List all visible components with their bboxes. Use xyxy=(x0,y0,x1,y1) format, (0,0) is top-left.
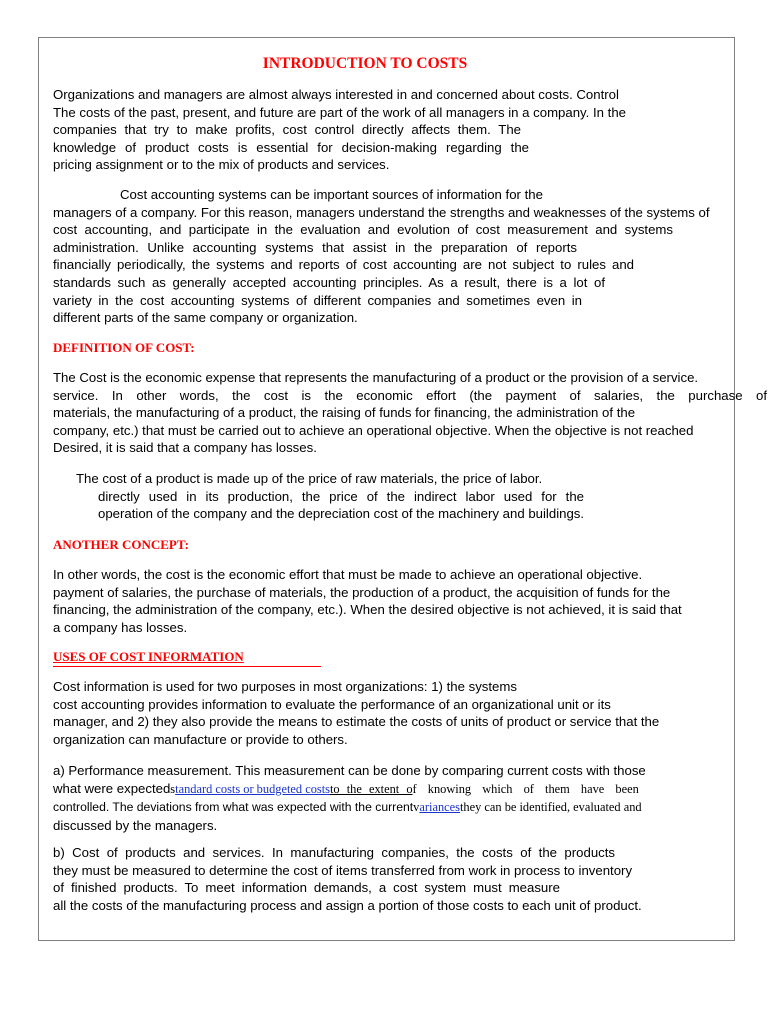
text-line: Cost information is used for two purposes in most organizations: 1) the systems xyxy=(53,679,517,694)
text-line: payment of salaries, the purchase of materials, the production of a product, the acquisition of funds for the xyxy=(53,584,671,600)
text-line: knowledge of product costs is essential for decision-making regarding the xyxy=(53,139,529,155)
intro-paragraph xyxy=(53,86,683,174)
text-line: operation of the company and the depreciation cost of the machinery and buildings. xyxy=(98,506,585,522)
bullet-text: The cost of a product is made up of the price of raw materials, the price of labor. xyxy=(76,471,543,486)
uses-heading-text: USES OF COST INFORMATION xyxy=(53,649,244,664)
text-segment: what were expected xyxy=(53,780,171,796)
text-line: of finished products. To meet information demands, a cost system must measure xyxy=(53,880,560,896)
text-line: financially periodically, the systems and reports of cost accounting are not subject to rules and xyxy=(53,257,634,273)
text-line: discussed by the managers. xyxy=(53,817,218,833)
text-line: cost accounting provides information to evaluate the performance of an organizational unit or its xyxy=(53,696,611,712)
text-line: standards such as generally accepted accounting principles. As a result, there is a lot of xyxy=(53,274,605,290)
accounting-paragraph xyxy=(53,186,733,327)
uses-paragraph xyxy=(53,678,713,748)
text-line: variety in the cost accounting systems of different companies and sometimes even in xyxy=(53,292,582,308)
text-line: manager, and 2) they also provide the means to estimate the costs of units of product or service that the xyxy=(53,714,660,730)
text-line: service. In other words, the cost is the economic effort (the payment of salaries, the purchase of xyxy=(53,387,767,403)
text-line: Cost accounting systems can be important sources of information for the xyxy=(120,187,543,202)
text-line: different parts of the same company or organization. xyxy=(53,310,358,326)
text-segment: controlled. The deviations from what was expected with the current xyxy=(53,800,414,815)
text-line: managers of a company. For this reason, managers understand the strengths and weaknesses of the systems of xyxy=(53,204,710,220)
text-segment: s xyxy=(170,781,176,796)
text-line xyxy=(53,798,693,817)
text-line: financing, the administration of the company, etc.). When the desired objective is not achieved, it is said that xyxy=(53,602,682,618)
uses-heading xyxy=(53,649,321,667)
standard-costs-link[interactable]: tandard costs or budgeted costs xyxy=(175,781,330,796)
text-line: In other words, the cost is the economic effort that must be made to achieve an operational objective. xyxy=(53,567,643,582)
variances-link[interactable]: ariances xyxy=(419,800,460,815)
definition-paragraph xyxy=(53,369,767,457)
text-line: Desired, it is said that a company has losses. xyxy=(53,440,317,456)
definition-heading: DEFINITION OF COST: xyxy=(53,340,195,355)
text-segment: v xyxy=(413,800,420,815)
text-line: a company has losses. xyxy=(53,619,188,635)
text-line: administration. Unlike accounting systems that assist in the preparation of reports xyxy=(53,239,577,255)
text-line: materials, the manufacturing of a product, the raising of funds for financing, the administration of the xyxy=(53,405,636,421)
another-concept-paragraph xyxy=(53,566,713,636)
products-paragraph xyxy=(53,844,693,914)
text-line: they must be measured to determine the cost of items transferred from work in process to inventory xyxy=(53,862,633,878)
text-line: companies that try to make profits, cost control directly affects them. The xyxy=(53,122,521,138)
text-segment: f knowing which of them have been xyxy=(412,781,639,796)
text-line: cost accounting, and participate in the evaluation and evolution of cost measurement and systems xyxy=(53,222,673,238)
text-line: Organizations and managers are almost always interested in and concerned about costs. Control xyxy=(53,87,619,102)
text-line: all the costs of the manufacturing process and assign a portion of those costs to each unit of product. xyxy=(53,897,642,913)
page-title: INTRODUCTION TO COSTS xyxy=(262,55,468,72)
performance-paragraph xyxy=(53,762,693,834)
text-line: b) Cost of products and services. In manufacturing companies, the costs of the products xyxy=(53,845,615,860)
text-line: company, etc.) that must be carried out to achieve an operational objective. When the objective is not reached xyxy=(53,422,694,438)
text-line: organization can manufacture or provide to others. xyxy=(53,731,348,747)
text-segment: to the extent o xyxy=(329,781,413,796)
text-line: The Cost is the economic expense that represents the manufacturing of a product or the provision of a service. xyxy=(53,370,699,385)
text-line: a) Performance measurement. This measurement can be done by comparing current costs with those xyxy=(53,763,646,778)
another-concept-heading: ANOTHER CONCEPT: xyxy=(53,537,189,552)
definition-bullet xyxy=(76,470,586,523)
text-segment: they can be identified, evaluated and xyxy=(459,800,642,815)
text-line: pricing assignment or to the mix of products and services. xyxy=(53,157,390,173)
text-line: The costs of the past, present, and future are part of the work of all managers in a company. In the xyxy=(53,104,626,120)
text-line: directly used in its production, the price of the indirect labor used for the xyxy=(98,488,584,504)
text-line xyxy=(53,780,693,799)
text-line xyxy=(76,470,586,488)
